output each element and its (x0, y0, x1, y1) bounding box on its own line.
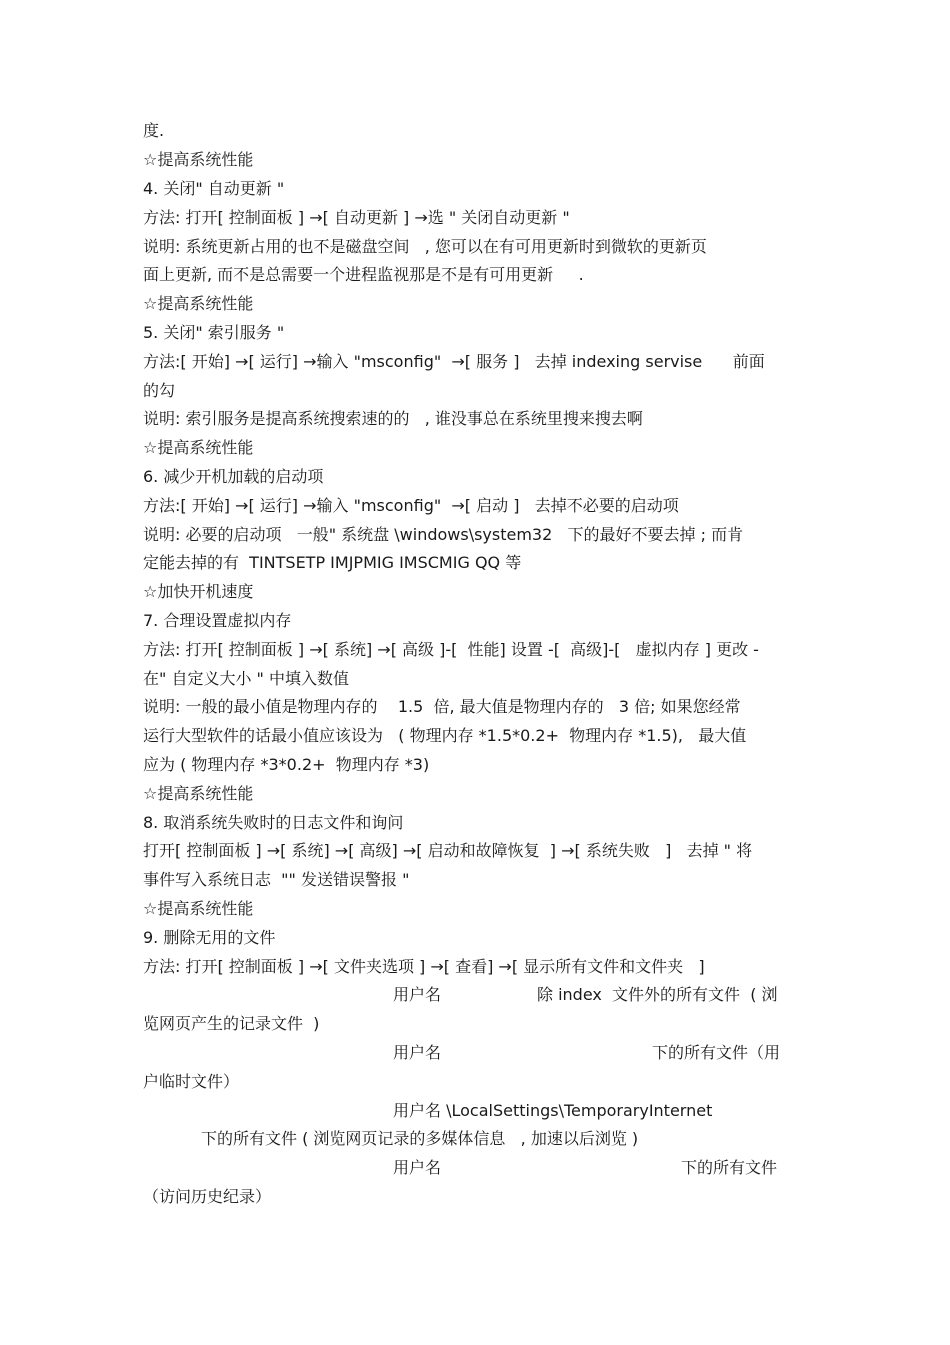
section-label: ☆加快开机速度 (143, 582, 254, 601)
section-label: ☆提高系统性能 (143, 899, 254, 918)
path-username: 用户名 (393, 985, 442, 1004)
text-line: 说明: 必要的启动项 一般" 系统盘 \windows\system32 下的最好不要去掉 ; 而肯 (143, 525, 744, 544)
text-line: 说明: 一般的最小值是物理内存的 1.5 倍, 最大值是物理内存的 3 倍; 如果您经常 (143, 697, 741, 716)
text-line: 定能去掉的有 TINTSETP IMJPMIG IMSCMIG QQ 等 (143, 553, 522, 572)
text-line: 方法:[ 开始] →[ 运行] →输入 "msconfig" →[ 服务 ] 去掉 indexing servise 前面 (143, 352, 765, 371)
section-label: ☆提高系统性能 (143, 150, 254, 169)
text-line: 方法: 打开[ 控制面板 ] →[ 自动更新 ] →选 " 关闭自动更新 " (143, 208, 570, 227)
text-line: 的勾 (143, 381, 176, 400)
item-heading: 9. 删除无用的文件 (143, 928, 276, 947)
text-line: 说明: 系统更新占用的也不是磁盘空间 , 您可以在有可用更新时到微软的更新页 (143, 237, 707, 256)
text-line: 打开[ 控制面板 ] →[ 系统] →[ 高级] →[ 启动和故障恢复 ] →[ 系统失败 ] 去掉 " 将 (143, 841, 753, 860)
text-line: 度. (143, 121, 165, 140)
text-line: 下的所有文件 (681, 1158, 778, 1177)
text-line: 在" 自定义大小 " 中填入数值 (143, 669, 349, 688)
path-username: 用户名 (393, 1043, 442, 1062)
text-line: （访问历史纪录） (143, 1187, 272, 1206)
text-line: 下的所有文件（用 (652, 1043, 781, 1062)
item-heading: 5. 关闭" 索引服务 " (143, 323, 285, 342)
item-heading: 4. 关闭" 自动更新 " (143, 179, 285, 198)
section-label: ☆提高系统性能 (143, 294, 254, 313)
item-heading: 8. 取消系统失败时的日志文件和询问 (143, 813, 404, 832)
text-line: 说明: 索引服务是提高系统搜索速的的 , 谁没事总在系统里搜来搜去啊 (143, 409, 643, 428)
text-line: 方法: 打开[ 控制面板 ] →[ 文件夹选项 ] →[ 查看] →[ 显示所有文件和文件夹 ] (143, 957, 705, 976)
section-label: ☆提高系统性能 (143, 438, 254, 457)
text-line: 面上更新, 而不是总需要一个进程监视那是不是有可用更新 . (143, 265, 584, 284)
text-line: 运行大型软件的话最小值应该设为 ( 物理内存 *1.5*0.2+ 物理内存 *1.5), 最大值 (143, 726, 747, 745)
text-line: 户临时文件） (143, 1072, 240, 1091)
text-line: 览网页产生的记录文件 ) (143, 1014, 320, 1033)
text-line: 下的所有文件 ( 浏览网页记录的多媒体信息 , 加速以后浏览 ) (201, 1129, 639, 1148)
text-line: 事件写入系统日志 "" 发送错误警报 " (143, 870, 410, 889)
item-heading: 6. 减少开机加载的启动项 (143, 467, 324, 486)
path-username: 用户名 \LocalSettings\TemporaryInternet (393, 1101, 713, 1120)
path-username: 用户名 (393, 1158, 442, 1177)
text-line: 除 index 文件外的所有文件 ( 浏 (537, 985, 778, 1004)
text-line: 方法:[ 开始] →[ 运行] →输入 "msconfig" →[ 启动 ] 去掉不必要的启动项 (143, 496, 679, 515)
text-line: 应为 ( 物理内存 *3*0.2+ 物理内存 *3) (143, 755, 430, 774)
section-label: ☆提高系统性能 (143, 784, 254, 803)
text-line: 方法: 打开[ 控制面板 ] →[ 系统] →[ 高级 ]-[ 性能] 设置 -[ 高级]-[ 虚拟内存 ] 更改 - (143, 640, 759, 659)
item-heading: 7. 合理设置虚拟内存 (143, 611, 292, 630)
